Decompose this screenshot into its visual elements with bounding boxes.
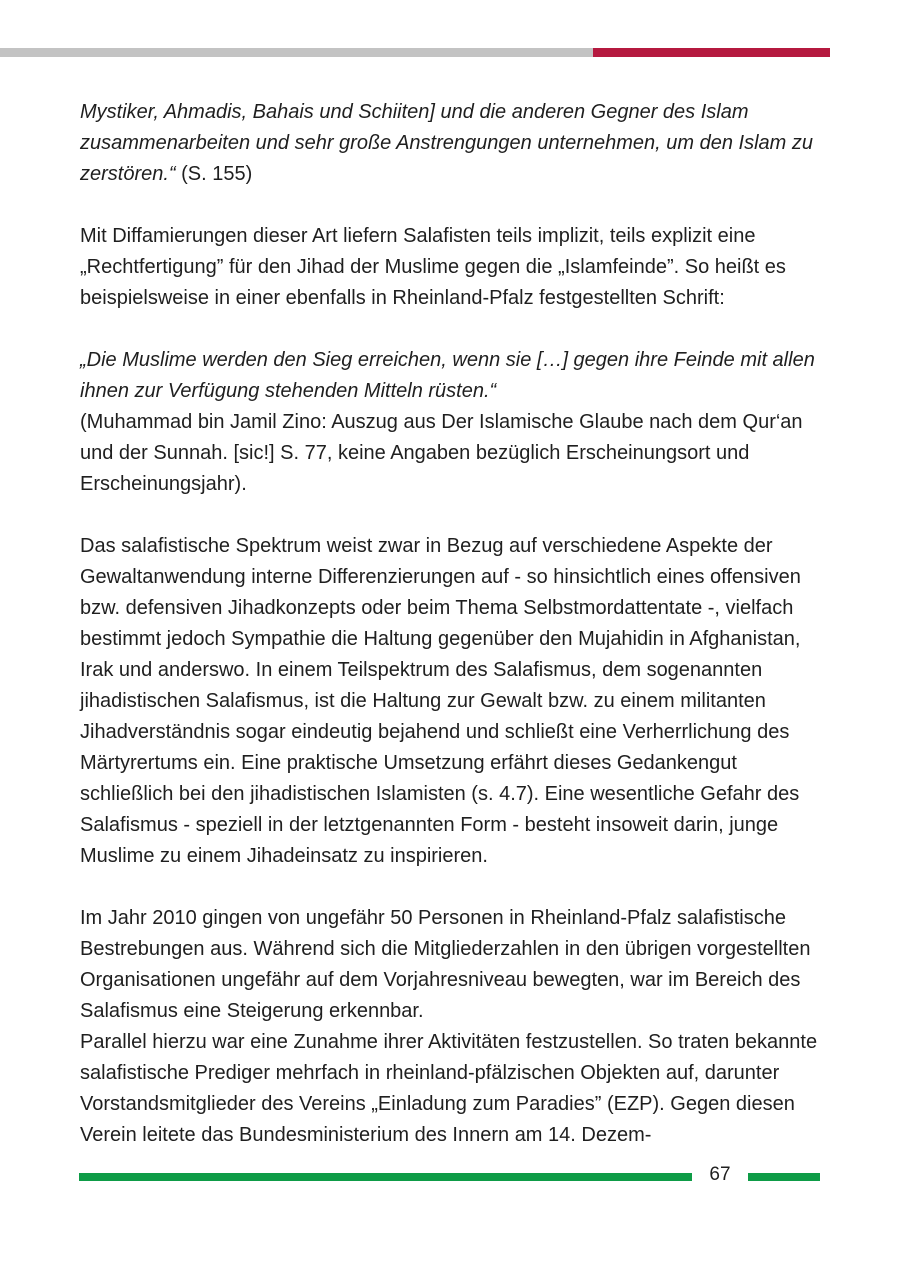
footer-rule-left bbox=[79, 1173, 692, 1181]
quote-text: Mystiker, Ahmadis, Bahais und Schiiten] und die anderen Gegner des Islam zusammenarbeiten und sehr große Anstrengungen unternehmen, um den Islam zu zerstören.“ bbox=[80, 101, 814, 185]
paragraph-jahr-2010: Im Jahr 2010 gingen von ungefähr 50 Personen in Rheinland-Pfalz salafistische Bestrebungen aus. Während sich die Mitgliederzahlen in den übrigen vorgestellten Organisationen ungefähr auf dem Vorjahresniveau bewegten, war im Bereich des Salafismus eine Steigerung erkennbar. bbox=[80, 907, 811, 1022]
quote-source: (Muhammad bin Jamil Zino: Auszug aus Der Islamische Glaube nach dem Qur‘an und der Sunnah. [sic!] S. 77, keine Angaben bezüglich Erscheinungsort und Erscheinungsjahr). bbox=[80, 411, 803, 495]
quote-sieg: „Die Muslime werden den Sieg erreichen, wenn sie […] gegen ihre Feinde mit allen ihnen zur Verfügung stehenden Mitteln rüsten.“ bbox=[80, 349, 815, 402]
paragraph-parallel: Parallel hierzu war eine Zunahme ihrer Aktivitäten festzustellen. So traten bekannte salafistische Prediger mehrfach in rheinland-pfälzischen Objekten auf, darunter Vorstandsmitglieder des Vereins „Einladung zum Paradies” (EZP). Gegen diesen Verein leitete das Bundesministerium des Innern am 14. Dezem- bbox=[80, 1031, 818, 1146]
page-number: 67 bbox=[709, 1164, 731, 1185]
page-body bbox=[80, 97, 820, 1151]
header-rule-gray bbox=[0, 48, 593, 57]
paragraph-spektrum: Das salafistische Spektrum weist zwar in Bezug auf verschiedene Aspekte der Gewaltanwendung interne Differenzierungen auf - so hinsichtlich eines offensiven bzw. defensiven Jihadkonzepts oder beim Thema Selbstmordattentate -, vielfach bestimmt jedoch Sympathie die Haltung gegenüber den Mujahidin in Afghanistan, Irak und anderswo. In einem Teilspektrum des Salafismus, dem sogenannten jihadistischen Salafismus, ist die Haltung zur Gewalt bzw. zu einem militanten Jihadverständnis sogar eindeutig bejahend und schließt eine Verherrlichung des Märtyrertums ein. Eine praktische Umsetzung erfährt dieses Gedankengut schließlich bei den jihadistischen Islamisten (s. 4.7). Eine wesentliche Gefahr des Salafismus - speziell in der letztgenannten Form - besteht insoweit darin, junge Muslime zu einem Jihadeinsatz zu inspirieren. bbox=[80, 535, 801, 867]
header-rule-accent bbox=[593, 48, 830, 57]
paragraph-diffamierungen: Mit Diffamierungen dieser Art liefern Salafisten teils implizit, teils explizit eine „Rechtfertigung” für den Jihad der Muslime gegen die „Islamfeinde”. So heißt es beispielsweise in einer ebenfalls in Rheinland-Pfalz festgestellten Schrift: bbox=[80, 225, 786, 309]
paragraph-quote-end bbox=[80, 97, 820, 190]
quote-citation: (S. 155) bbox=[175, 163, 253, 185]
footer-rule-right bbox=[748, 1173, 820, 1181]
